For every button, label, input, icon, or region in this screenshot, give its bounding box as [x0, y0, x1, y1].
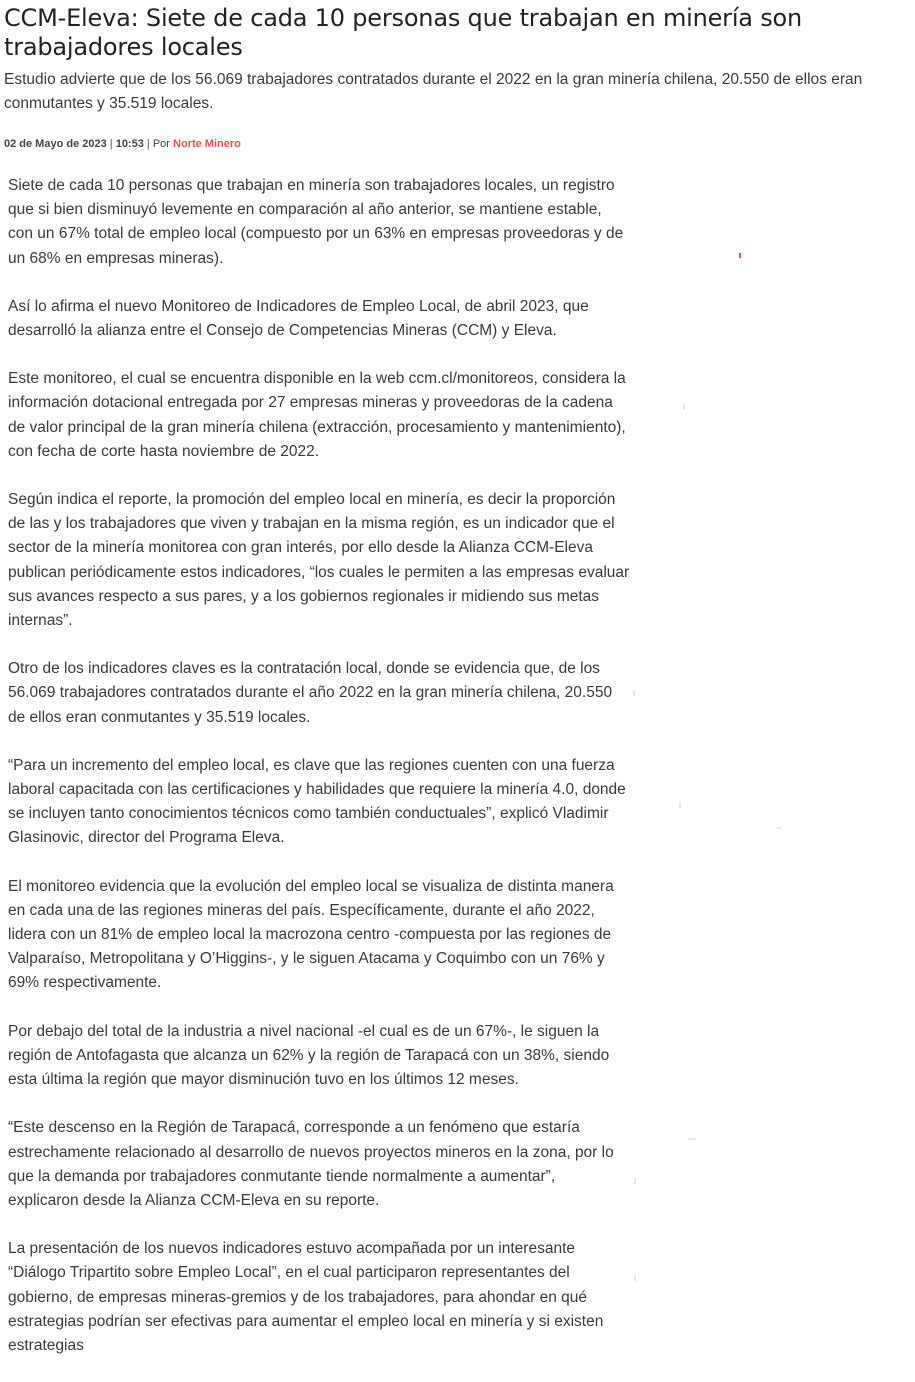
- article-title: CCM-Eleva: Siete de cada 10 personas que trabajan en minería son trabajadores locales: [4, 4, 803, 61]
- article-subtitle: Estudio advierte que de los 56.069 trabajadores contratados durante el 2022 en la gran minería chilena, 20.550 de ellos eran conmutantes y 35.519 locales.: [4, 71, 863, 112]
- margin-speck: [683, 404, 685, 410]
- paragraph: Así lo afirma el nuevo Monitoreo de Indicadores de Empleo Local, de abril 2023, que desarrolló la alianza entre el Consejo de Competencias Mineras (CCM) y Eleva.: [8, 297, 589, 340]
- paragraph: “Este descenso en la Región de Tarapacá, corresponde a un fenómeno que estaría estrechamente relacionado al desarrollo de nuevos proyectos mineros en la zona, por lo que la demanda por trabajadores conmutante tiende normalmente a aumentar”, explicaron desde la Alianza CCM-Eleva en su reporte.: [8, 1119, 614, 1209]
- margin-speck: [777, 827, 781, 829]
- byline-label: Por: [152, 138, 170, 150]
- paragraph: El monitoreo evidencia que la evolución del empleo local se visualiza de distinta manera en cada una de las regiones mineras del país. Específicamente, durante el año 2022, lidera con un 81% de empleo local la macrozona centro -compuesta por las regiones de Valparaíso, Metropolitana y O’Higgins-, y le siguen Atacama y Coquimbo con un 76% y 69% respectivamente.: [8, 877, 614, 992]
- paragraph: “Para un incremento del empleo local, es clave que las regiones cuenten con una fuerza laboral capacitada con las certificaciones y habilidades que requiere la minería 4.0, donde se incluyen tanto conocimientos técnicos como también conductuales”, explicó Vladimir Glasinovic, director del Programa Eleva.: [8, 756, 626, 847]
- paragraph: La presentación de los nuevos indicadores estuvo acompañada por un interesante “Diálogo Tripartito sobre Empleo Local”, en el cual participaron representantes del gobierno, de empresas mineras-gremios y de los trabajadores, para ahondar en qué estrategias podrían ser efectivas para aumentar el empleo local en minería y si existen estrategias: [8, 1240, 604, 1354]
- paragraph: Por debajo del total de la industria a nivel nacional -el cual es de un 67%-, le siguen la región de Antofagasta que alcanza un 62% y la región de Tarapacá con un 38%, siendo esta última la región que mayor disminución tuvo en los últimos 12 meses.: [8, 1022, 610, 1089]
- margin-speck: [634, 1275, 636, 1281]
- margin-speck: [739, 253, 741, 258]
- margin-speck: [688, 1138, 696, 1140]
- paragraph: Según indica el reporte, la promoción del empleo local en minería, es decir la proporción de las y los trabajadores que viven y trabajan en la misma región, es un indicador que el sector de la minería monitorea con gran interés, por ello desde la Alianza CCM-Eleva publican periódicamente estos indicadores, “los cuales le permiten a las empresas evaluar sus avances respecto a sus pares, y a los gobiernos regionales ir midiendo sus metas internas”.: [8, 491, 630, 630]
- meta-separator: |: [109, 138, 113, 150]
- article-meta: [0, 137, 915, 151]
- article-body: [0, 174, 630, 1358]
- paragraph: Este monitoreo, el cual se encuentra disponible en la web ccm.cl/monitoreos, considera la información dotacional entregada por 27 empresas mineras y proveedoras de la cadena de valor principal de la gran minería chilena (extracción, procesamiento y mantenimiento), con fecha de corte hasta noviembre de 2022.: [8, 370, 626, 460]
- margin-speck: [633, 690, 635, 696]
- paragraph: Siete de cada 10 personas que trabajan en minería son trabajadores locales, un registro que si bien disminuyó levemente en comparación al año anterior, se mantiene estable, con un 67% total de empleo local (compuesto por un 63% en empresas proveedoras y de un 68% en empresas mineras).: [8, 177, 624, 267]
- margin-speck: [679, 802, 681, 808]
- meta-separator: |: [146, 138, 150, 150]
- margin-speck: [634, 1178, 636, 1184]
- publish-time: 10:53: [115, 138, 144, 150]
- paragraph: Otro de los indicadores claves es la contratación local, donde se evidencia que, de los 56.069 trabajadores contratados durante el año 2022 en la gran minería chilena, 20.550 de ellos eran conmutantes y 35.519 locales.: [8, 660, 613, 726]
- author-link[interactable]: Norte Minero: [173, 138, 241, 150]
- publish-date: 02 de Mayo de 2023: [4, 138, 107, 150]
